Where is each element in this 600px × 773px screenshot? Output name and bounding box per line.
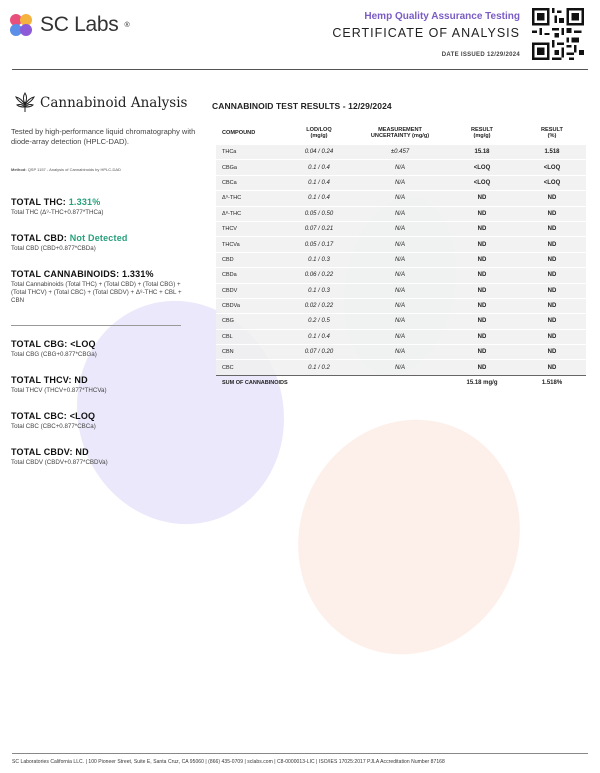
total-thc-label: TOTAL THC: 1.331% bbox=[11, 197, 101, 207]
decorative-blob-peach bbox=[260, 383, 558, 691]
table-row bbox=[216, 345, 586, 360]
total-cbdv-label: TOTAL CBDV: ND bbox=[11, 447, 89, 457]
cell-uncertainty: N/A bbox=[354, 360, 446, 375]
totals-group-2 bbox=[11, 339, 206, 467]
cell-uncertainty: N/A bbox=[354, 160, 446, 175]
total-cbd-formula: Total CBD (CBD+0.877*CBDa) bbox=[11, 245, 96, 252]
cell-result-mg: ND bbox=[446, 221, 518, 236]
method-description: Tested by high-performance liquid chromatography with diode-array detection (HPLC-DAD). bbox=[11, 127, 196, 146]
total-thcv bbox=[11, 375, 206, 395]
header-divider bbox=[12, 69, 588, 70]
qr-code-icon[interactable] bbox=[532, 8, 584, 60]
cell-result-pct: ND bbox=[518, 360, 586, 375]
method-value: QSP 1157 - Analysis of Cannabinoids by HPLC-DAD bbox=[27, 167, 121, 172]
cell-result-pct: ND bbox=[518, 268, 586, 283]
cell-lod-loq: 0.02 / 0.22 bbox=[284, 298, 354, 313]
total-cbd-value: Not Detected bbox=[69, 233, 128, 243]
cell-result-mg: ND bbox=[446, 329, 518, 344]
cell-compound: THCV bbox=[216, 221, 284, 236]
cell-result-pct: 1.518 bbox=[518, 145, 586, 160]
cell-result-mg: ND bbox=[446, 206, 518, 221]
total-cbc-formula: Total CBC (CBC+0.877*CBCa) bbox=[11, 423, 96, 430]
totals-group bbox=[11, 197, 206, 305]
col-header-compound: COMPOUND bbox=[222, 129, 256, 136]
cell-uncertainty: N/A bbox=[354, 175, 446, 190]
cell-result-mg: <LOQ bbox=[446, 160, 518, 175]
table-row bbox=[216, 283, 586, 298]
cell-result-mg: ND bbox=[446, 345, 518, 360]
sum-row bbox=[216, 375, 586, 390]
section-divider bbox=[11, 325, 181, 326]
cell-result-mg: ND bbox=[446, 314, 518, 329]
cell-result-mg: ND bbox=[446, 191, 518, 206]
cannabinoid-results-table bbox=[216, 122, 586, 390]
total-cannabinoids-formula: Total Cannabinoids (Total THC) + (Total CBD) + (Total CBG) + (Total THCV) + (Total CBC) + (Total CBDV) + Δ⁸-THC + CBL + CBN bbox=[11, 281, 182, 304]
cell-uncertainty: N/A bbox=[354, 298, 446, 313]
cell-uncertainty: ±0.457 bbox=[354, 145, 446, 160]
method-label: Method: bbox=[11, 167, 27, 172]
cell-lod-loq: 0.06 / 0.22 bbox=[284, 268, 354, 283]
cell-compound: CBDVa bbox=[216, 298, 284, 313]
total-cbd-label: TOTAL CBD: Not Detected bbox=[11, 233, 128, 243]
cell-uncertainty: N/A bbox=[354, 345, 446, 360]
total-cannabinoids bbox=[11, 269, 206, 305]
cell-compound: CBD bbox=[216, 252, 284, 267]
total-cbdv bbox=[11, 447, 206, 467]
method-note bbox=[11, 167, 121, 172]
cell-lod-loq: 0.04 / 0.24 bbox=[284, 145, 354, 160]
cell-lod-loq: 0.1 / 0.4 bbox=[284, 329, 354, 344]
cell-lod-loq: 0.07 / 0.20 bbox=[284, 345, 354, 360]
cell-uncertainty: N/A bbox=[354, 314, 446, 329]
sum-result-pct: 1.518% bbox=[518, 375, 586, 390]
total-cbc bbox=[11, 411, 206, 431]
cell-compound: CBC bbox=[216, 360, 284, 375]
total-thc-formula: Total THC (Δ⁹-THC+0.877*THCa) bbox=[11, 209, 104, 216]
cell-lod-loq: 0.1 / 0.3 bbox=[284, 252, 354, 267]
cell-lod-loq: 0.1 / 0.2 bbox=[284, 360, 354, 375]
total-cannabinoids-label: TOTAL CANNABINOIDS: 1.331% bbox=[11, 269, 154, 279]
total-cbdv-formula: Total CBDV (CBDV+0.877*CBDVa) bbox=[11, 459, 108, 466]
cell-uncertainty: N/A bbox=[354, 252, 446, 267]
cell-result-pct: ND bbox=[518, 298, 586, 313]
col-header-uncertainty: MEASUREMENT UNCERTAINTY (mg/g) bbox=[370, 126, 430, 139]
registered-mark: ® bbox=[124, 21, 130, 29]
cell-compound: Δ⁸-THC bbox=[216, 206, 284, 221]
cell-result-mg: 15.18 bbox=[446, 145, 518, 160]
cannabis-leaf-icon bbox=[14, 92, 36, 114]
total-thcv-formula: Total THCV (THCV+0.877*THCVa) bbox=[11, 387, 107, 394]
cell-uncertainty: N/A bbox=[354, 283, 446, 298]
cell-compound: CBCa bbox=[216, 175, 284, 190]
cell-result-pct: ND bbox=[518, 345, 586, 360]
table-row bbox=[216, 329, 586, 344]
cell-compound: Δ⁹-THC bbox=[216, 191, 284, 206]
cell-lod-loq: 0.05 / 0.17 bbox=[284, 237, 354, 252]
cell-lod-loq: 0.05 / 0.50 bbox=[284, 206, 354, 221]
table-row bbox=[216, 160, 586, 175]
cell-result-pct: <LOQ bbox=[518, 175, 586, 190]
table-row bbox=[216, 145, 586, 160]
table-row bbox=[216, 175, 586, 190]
cell-lod-loq: 0.2 / 0.5 bbox=[284, 314, 354, 329]
table-row bbox=[216, 314, 586, 329]
cell-result-mg: ND bbox=[446, 252, 518, 267]
cell-result-pct: <LOQ bbox=[518, 160, 586, 175]
col-header-lod-loq: LOD/LOQ (mg/g) bbox=[306, 126, 332, 139]
table-row bbox=[216, 221, 586, 236]
total-cbd bbox=[11, 233, 206, 253]
table-row bbox=[216, 252, 586, 267]
cell-result-mg: ND bbox=[446, 268, 518, 283]
cell-lod-loq: 0.1 / 0.4 bbox=[284, 191, 354, 206]
cell-uncertainty: N/A bbox=[354, 221, 446, 236]
cell-compound: THCa bbox=[216, 145, 284, 160]
table-row bbox=[216, 360, 586, 375]
cell-compound: CBL bbox=[216, 329, 284, 344]
cell-result-pct: ND bbox=[518, 206, 586, 221]
cell-result-pct: ND bbox=[518, 283, 586, 298]
cell-result-pct: ND bbox=[518, 237, 586, 252]
footer-divider bbox=[12, 753, 588, 754]
cell-result-mg: ND bbox=[446, 237, 518, 252]
cell-result-pct: ND bbox=[518, 221, 586, 236]
sum-result-mg: 15.18 mg/g bbox=[446, 375, 518, 390]
cell-uncertainty: N/A bbox=[354, 329, 446, 344]
total-cbg-label: TOTAL CBG: <LOQ bbox=[11, 339, 96, 349]
table-row bbox=[216, 237, 586, 252]
tagline: Hemp Quality Assurance Testing bbox=[364, 11, 520, 22]
cell-result-pct: ND bbox=[518, 329, 586, 344]
section-heading bbox=[14, 92, 187, 114]
date-issued: DATE ISSUED 12/29/2024 bbox=[441, 52, 520, 58]
table-row bbox=[216, 206, 586, 221]
cell-compound: CBGa bbox=[216, 160, 284, 175]
brand-name: SC Labs bbox=[40, 13, 119, 36]
table-title: CANNABINOID TEST RESULTS - 12/29/2024 bbox=[212, 101, 392, 111]
cell-result-mg: <LOQ bbox=[446, 175, 518, 190]
sum-label: SUM OF CANNABINOIDS bbox=[216, 375, 446, 390]
cell-lod-loq: 0.1 / 0.4 bbox=[284, 175, 354, 190]
cell-compound: CBDa bbox=[216, 268, 284, 283]
cell-result-mg: ND bbox=[446, 283, 518, 298]
footer-text: SC Laboratories California LLC. | 100 Pioneer Street, Suite E, Santa Cruz, CA 95060 | (866) 435-0709 | sclabs.com | C8-0000013-LIC | ISO/IES 17025:2017 PJLA Accreditation Number 87168 bbox=[12, 759, 445, 765]
cell-compound: THCVa bbox=[216, 237, 284, 252]
cell-compound: CBN bbox=[216, 345, 284, 360]
cell-lod-loq: 0.1 / 0.3 bbox=[284, 283, 354, 298]
cell-lod-loq: 0.1 / 0.4 bbox=[284, 160, 354, 175]
table-row bbox=[216, 191, 586, 206]
table-row bbox=[216, 268, 586, 283]
cell-uncertainty: N/A bbox=[354, 268, 446, 283]
cell-result-mg: ND bbox=[446, 360, 518, 375]
sc-labs-logo-icon bbox=[8, 12, 34, 38]
total-thc-value: 1.331% bbox=[68, 197, 101, 207]
cell-uncertainty: N/A bbox=[354, 191, 446, 206]
col-header-result-pct: RESULT (%) bbox=[541, 126, 563, 139]
cell-uncertainty: N/A bbox=[354, 237, 446, 252]
cell-result-mg: ND bbox=[446, 298, 518, 313]
table-row bbox=[216, 298, 586, 313]
cell-compound: CBG bbox=[216, 314, 284, 329]
total-thcv-label: TOTAL THCV: ND bbox=[11, 375, 88, 385]
section-title: Cannabinoid Analysis bbox=[40, 95, 188, 111]
total-thc bbox=[11, 197, 206, 217]
total-cbg bbox=[11, 339, 206, 359]
col-header-result-mg: RESULT (mg/g) bbox=[471, 126, 493, 139]
cell-compound: CBDV bbox=[216, 283, 284, 298]
table-header-row bbox=[216, 122, 586, 145]
sc-labs-logo bbox=[8, 12, 130, 38]
cell-result-pct: ND bbox=[518, 191, 586, 206]
cell-result-pct: ND bbox=[518, 252, 586, 267]
cell-result-pct: ND bbox=[518, 314, 586, 329]
cell-lod-loq: 0.07 / 0.21 bbox=[284, 221, 354, 236]
cell-uncertainty: N/A bbox=[354, 206, 446, 221]
total-cbg-formula: Total CBG (CBG+0.877*CBGa) bbox=[11, 351, 97, 358]
total-cbc-label: TOTAL CBC: <LOQ bbox=[11, 411, 96, 421]
doc-title: CERTIFICATE OF ANALYSIS bbox=[332, 26, 520, 40]
